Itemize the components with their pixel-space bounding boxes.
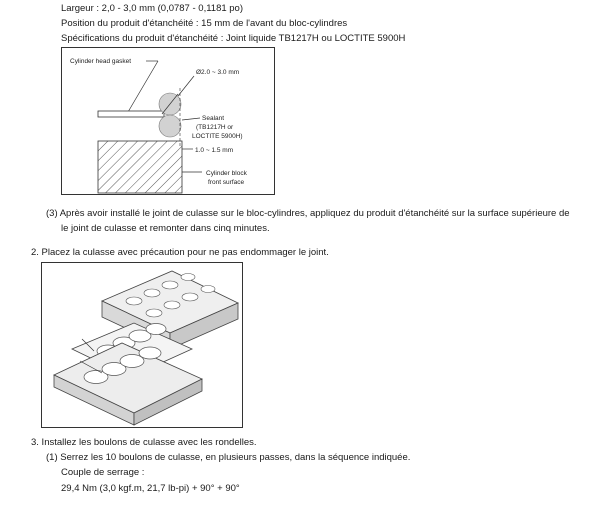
gasket-plate — [98, 111, 164, 117]
diameter-label: Ø2.0 ~ 3.0 mm — [196, 69, 240, 76]
width-spec-line: Largeur : 2,0 - 3,0 mm (0,0787 - 0,1181 po) — [61, 3, 244, 14]
step-1-3-line1: (3) Après avoir installé le joint de culasse sur le bloc-cylindres, appliquez du produit d'étanchéité sur la surface supérieure de — [46, 208, 570, 219]
block-label-line1: Cylinder block — [206, 170, 247, 177]
sealant-spec-line: Spécifications du produit d'étanchéité : Joint liquide TB1217H ou LOCTITE 5900H — [61, 33, 406, 44]
cylinder-block — [98, 141, 182, 193]
cylinder-head-illustration — [41, 262, 243, 428]
gap-label: 1.0 ~ 1.5 mm — [195, 147, 234, 154]
step-3-text: 3. Installez les boulons de culasse avec les rondelles. — [31, 437, 257, 448]
sealant-label-line2: (TB1217H or — [196, 124, 234, 131]
torque-label: Couple de serrage : — [61, 467, 145, 478]
position-spec-line: Position du produit d'étanchéité : 15 mm de l'avant du bloc-cylindres — [61, 18, 348, 29]
sealant-diagram — [61, 47, 275, 195]
cylinder-head-drawing — [42, 263, 242, 427]
step-1-3-line2: le joint de culasse et remonter dans cinq minutes. — [61, 223, 270, 234]
step-3-sub1: (1) Serrez les 10 boulons de culasse, en plusieurs passes, dans la séquence indiquée. — [46, 452, 411, 463]
gasket-label: Cylinder head gasket — [70, 58, 132, 65]
sealant-diagram-drawing — [62, 48, 274, 194]
sealant-label-line3: LOCTITE 5900H) — [192, 133, 243, 140]
sealant-label-line1: Sealant — [202, 115, 225, 122]
torque-value: 29,4 Nm (3,0 kgf.m, 21,7 lb-pi) + 90° + 90° — [61, 483, 240, 494]
block-label-line2: front surface — [208, 179, 245, 186]
step-2-text: 2. Placez la culasse avec précaution pour ne pas endommager le joint. — [31, 247, 329, 258]
sealant-bead-lower — [159, 115, 181, 137]
